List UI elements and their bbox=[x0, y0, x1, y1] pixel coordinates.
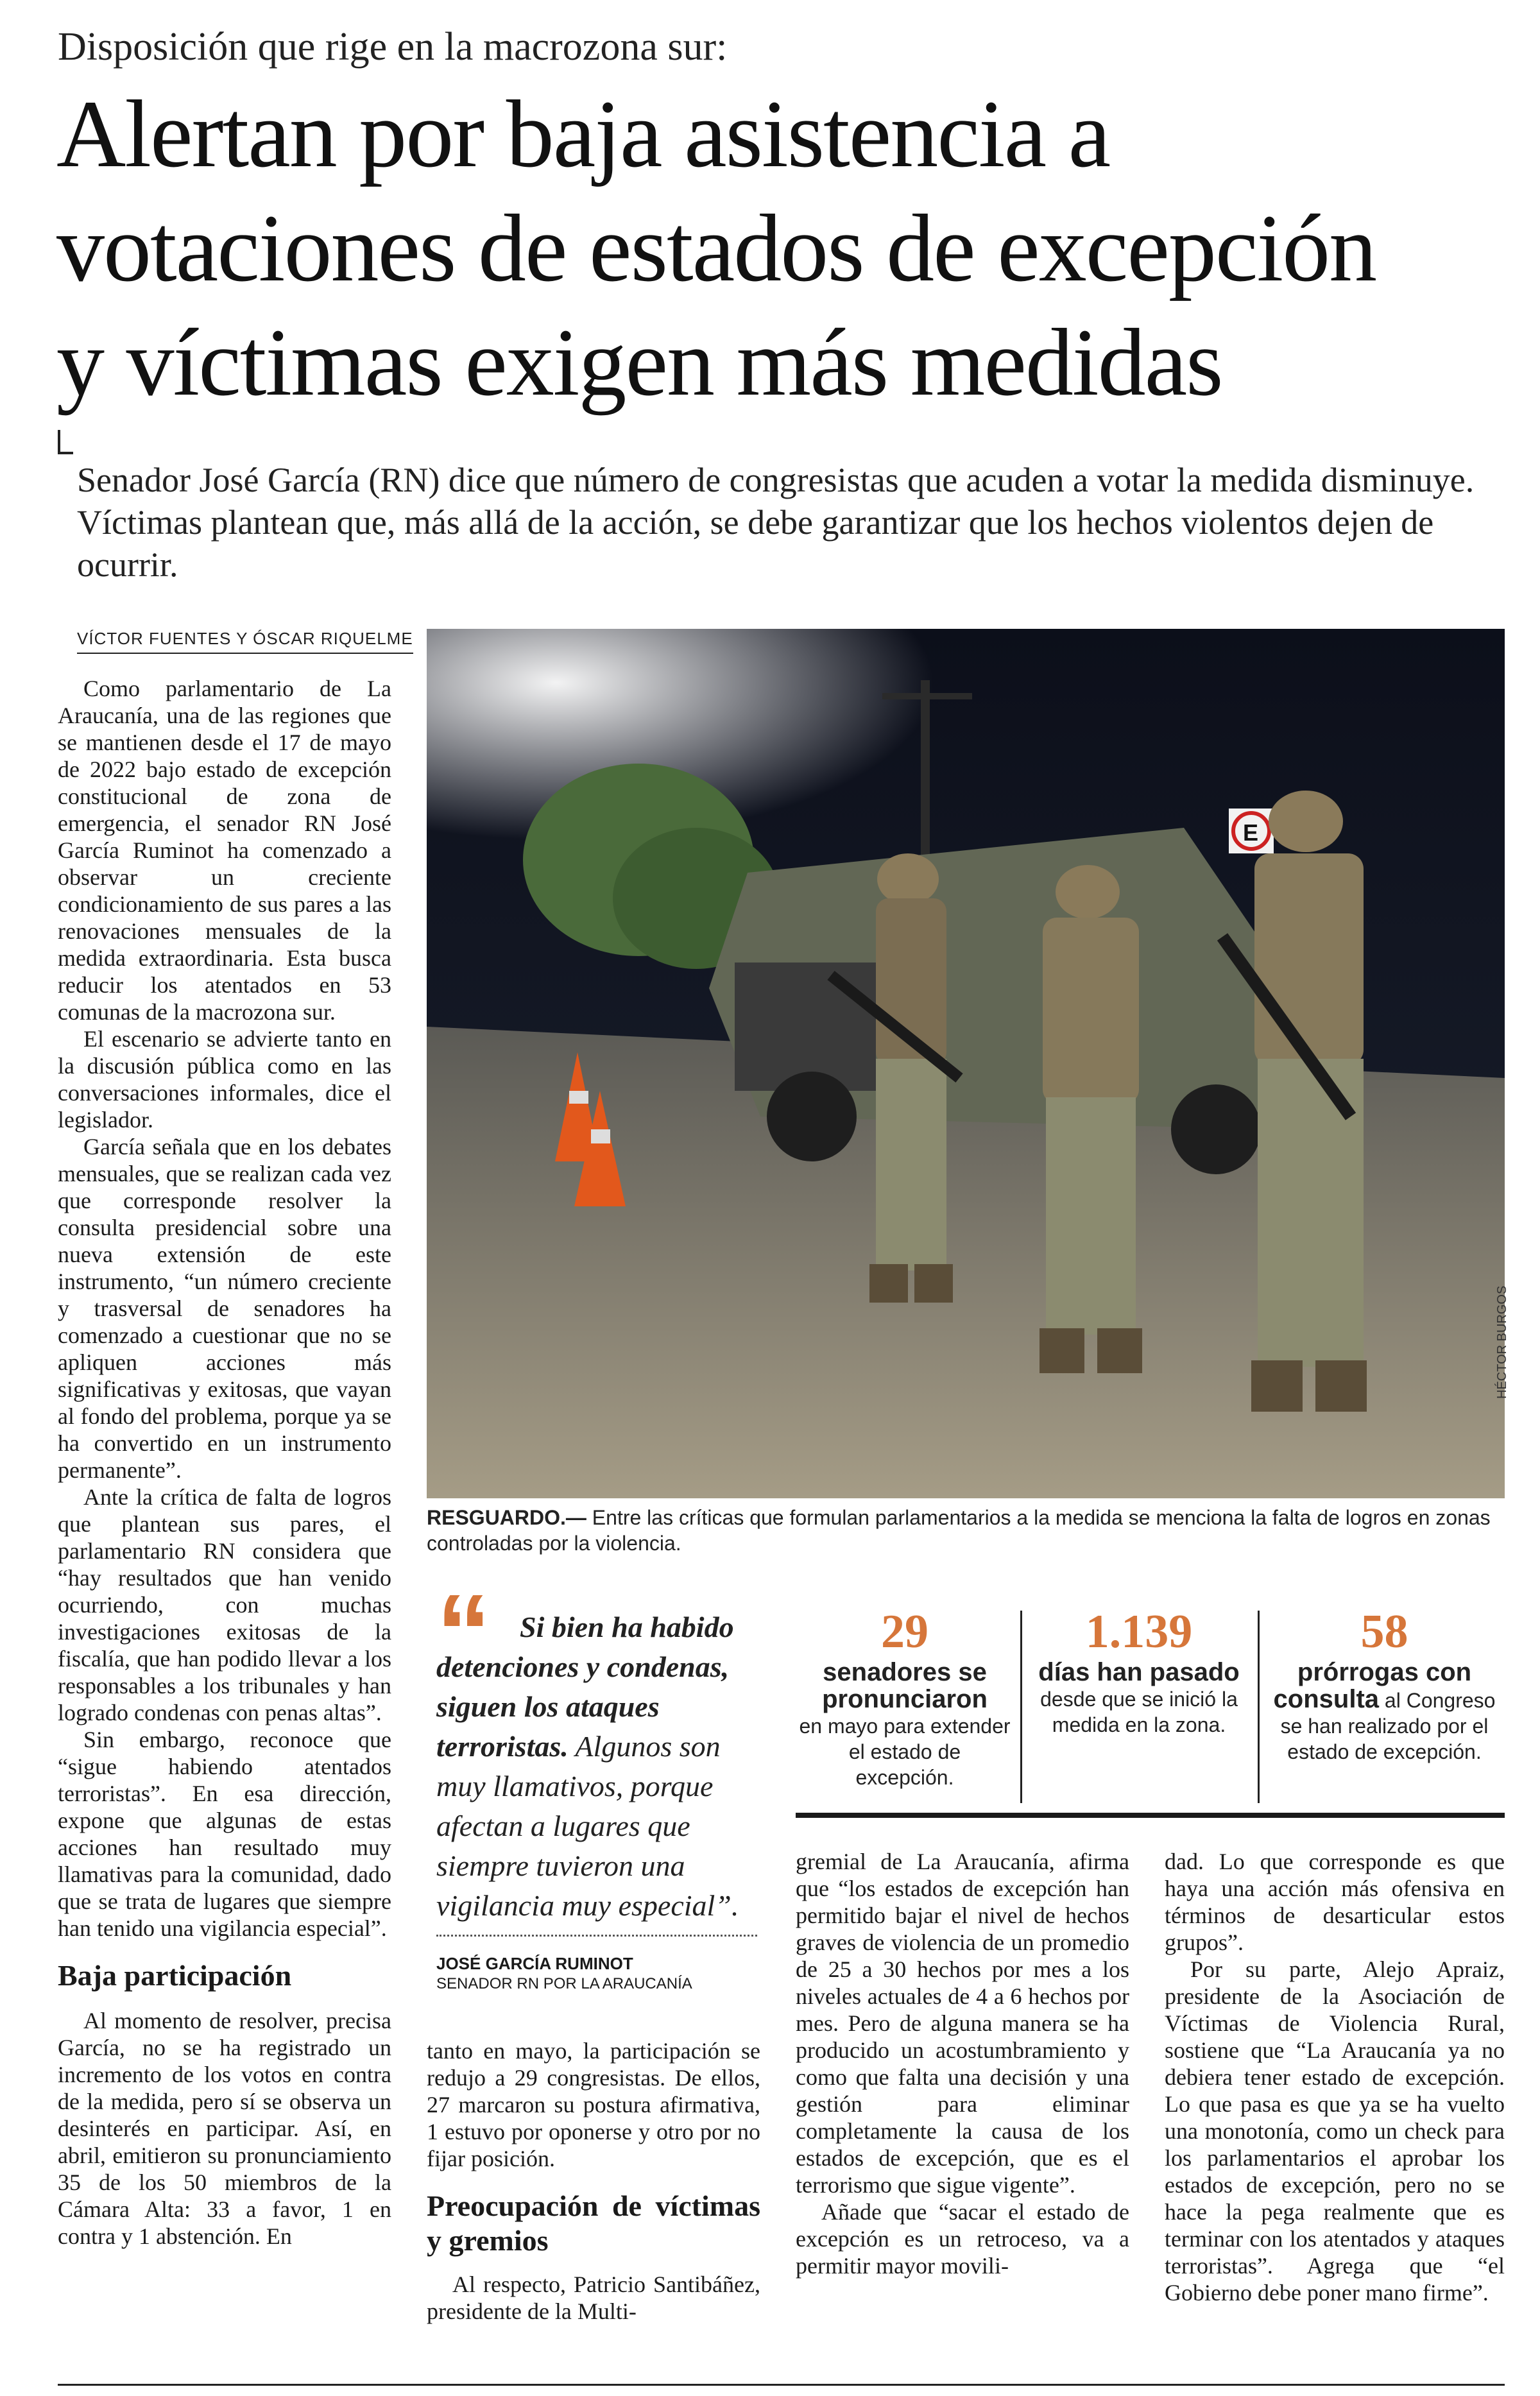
pull-quote-bold: Si bien ha habido detenciones y condenas, siguen los ataques terroristas. bbox=[436, 1611, 734, 1763]
photo-credit: HÉCTOR BURGOS bbox=[1495, 1285, 1509, 1399]
caption-text: Entre las críticas que formulan parlamentarios a la medida se menciona la falta de logros en zonas controladas por la violencia. bbox=[427, 1506, 1491, 1555]
stat-label-bold: senadores se pronunciaron bbox=[822, 1658, 988, 1713]
paragraph: tanto en mayo, la participación se redujo a 29 congresistas. De ellos, 27 marcaron su postura afirmativa, 1 estuvo por oponerse y otro por no fijar posición. bbox=[427, 2038, 760, 2171]
article-column-3 bbox=[796, 1848, 1129, 2279]
paragraph: Al momento de resolver, precisa García, no se ha registrado un incremento de los votos en contra de la medida, pero sí se observa un desinterés en participar. Así, en abril, emitieron su pronunciamiento 35 de los 50 miembros de la Cámara Alta: 33 a favor, 1 en contra y 1 abstención. En bbox=[58, 2008, 391, 2249]
article-column-2 bbox=[427, 2037, 760, 2325]
divider bbox=[796, 1813, 1505, 1818]
stat-label: en mayo para extender el estado de excepción. bbox=[799, 1715, 1011, 1789]
divider bbox=[1020, 1611, 1022, 1803]
quote-mark-icon: “ bbox=[436, 1572, 491, 1694]
article-column-4 bbox=[1165, 1848, 1505, 2306]
paragraph: El escenario se advierte tanto en la discusión pública como en las conversaciones informales, dice el legislador. bbox=[58, 1026, 391, 1133]
divider bbox=[58, 2384, 1505, 2386]
article-column-1 bbox=[58, 675, 391, 2250]
pull-quote-author-role: SENADOR RN POR LA ARAUCANÍA bbox=[436, 1975, 692, 1992]
dek-hook-ornament bbox=[58, 430, 73, 454]
subhead-baja-participacion: Baja participación bbox=[58, 1959, 292, 1992]
soldiers-checkpoint-image bbox=[427, 629, 1505, 1498]
paragraph: Como parlamentario de La Araucanía, una de las regiones que se mantienen desde el 17 de mayo de 2022 bajo estado de excepción constitucional de zona de emergencia, el senador RN José García Ruminot ha comenzado a observar un creciente condicionamiento de sus pares a las renovaciones mensuales de la medida extraordinaria. Esta busca reducir los atentados en 53 comunas de la macrozona sur. bbox=[58, 676, 391, 1025]
headline-line-2: votaciones de estados de excepción bbox=[56, 195, 1376, 302]
kicker: Disposición que rige en la macrozona sur: bbox=[58, 25, 728, 69]
subhead-preocupacion: Preocupación de víctimas y gremios bbox=[427, 2189, 760, 2257]
byline: VÍCTOR FUENTES Y ÓSCAR RIQUELME bbox=[77, 629, 413, 654]
paragraph: García señala que en los debates mensuales, que se realizan cada vez que corresponde resolver la consulta presidencial sobre una nueva extensión de este instrumento, “un número creciente y trasversal de senadores ha comenzado a cuestionar que no se apliquen acciones más significativas y exitosas, que vayan al fondo del problema, porque ya se ha convertido en un instrumento permanente”. bbox=[58, 1134, 391, 1483]
stat-number: 1.139 bbox=[1085, 1605, 1193, 1658]
paragraph: Ante la crítica de falta de logros que plantean sus pares, el parlamentario RN considera que “hay resultados que han venido ocurriendo, con muchas investigaciones exitosas de la fiscalía, que han podido llevar a los responsables a los tribunales y han logrado condenas con penas altas”. bbox=[58, 1484, 391, 1725]
stat-label: al Congreso se han realizado por el estado de excepción. bbox=[1280, 1689, 1496, 1763]
stat-box bbox=[1267, 1604, 1502, 1765]
road-sign-letter: E bbox=[1243, 819, 1259, 846]
divider bbox=[1258, 1611, 1260, 1803]
news-photo bbox=[427, 629, 1505, 1498]
paragraph: gremial de La Araucanía, afirma que “los estados de excepción han permitido bajar el nivel de hechos graves de violencia de un promedio de 25 a 30 hechos por mes a los niveles actuales de 4 a 6 hechos por mes. Pero de alguna manera se ha producido un acostumbramiento y como que falta una decisión y una gestión para eliminar completamente la causa de los estados de excepción, que es el terrorismo que sigue vigente”. bbox=[796, 1849, 1129, 2198]
paragraph: dad. Lo que corresponde es que haya una acción más ofensiva en términos de desarticular estos grupos”. bbox=[1165, 1849, 1505, 1955]
headline-line-1: Alertan por baja asistencia a bbox=[56, 81, 1110, 187]
pull-quote-rest: Algunos son muy llamativos, porque afectan a lugares que siempre tuvieron una vigilancia muy especial”. bbox=[436, 1730, 739, 1922]
stat-label-bold: días han pasado bbox=[1038, 1658, 1240, 1686]
headline bbox=[56, 77, 1507, 420]
photo-caption bbox=[427, 1505, 1505, 1556]
headline-line-3: y víctimas exigen más medidas bbox=[56, 309, 1222, 416]
paragraph: Sin embargo, reconoce que “sigue habiendo atentados terroristas”. En esa dirección, expone que algunas de estas acciones han resultado muy llamativas para la comunidad, dado que se trata de lugares que siempre han tenido una vigilancia especial”. bbox=[58, 1727, 391, 1941]
pull-quote-author: JOSÉ GARCÍA RUMINOT bbox=[436, 1954, 633, 1973]
divider bbox=[436, 1935, 757, 1937]
paragraph: Al respecto, Patricio Santibáñez, presidente de la Multi- bbox=[427, 2272, 760, 2324]
paragraph: Añade que “sacar el estado de excepción es un retroceso, va a permitir mayor movili- bbox=[796, 2199, 1129, 2279]
stat-label-bold: prórrogas con consulta bbox=[1273, 1658, 1472, 1713]
stat-label: desde que se inició la medida en la zona. bbox=[1040, 1688, 1238, 1736]
pull-quote bbox=[436, 1607, 770, 1926]
caption-label: RESGUARDO.— bbox=[427, 1506, 586, 1529]
paragraph: Por su parte, Alejo Apraiz, presidente de la Asociación de Víctimas de Violencia Rural, sostiene que “La Araucanía ya no debiera tener estado de excepción. Lo que pasa es que ya se ha vuelto una monotonía, como un check para los parlamentarios el aprobar los estados de excepción, pero no se hace la pega realmente que es terminar con los atentados y ataques terroristas”. Agrega que “el Gobierno debe poner mano firme”. bbox=[1165, 1956, 1505, 2306]
dek: Senador José García (RN) dice que número de congresistas que acuden a votar la medida disminuye. Víctimas plantean que, más allá de la acción, se debe garantizar que los hechos violentos dejen de ocurrir. bbox=[77, 461, 1475, 584]
stat-box bbox=[799, 1604, 1011, 1790]
stat-number: 29 bbox=[881, 1605, 928, 1658]
stat-box bbox=[1030, 1604, 1248, 1738]
stat-number: 58 bbox=[1360, 1605, 1408, 1658]
